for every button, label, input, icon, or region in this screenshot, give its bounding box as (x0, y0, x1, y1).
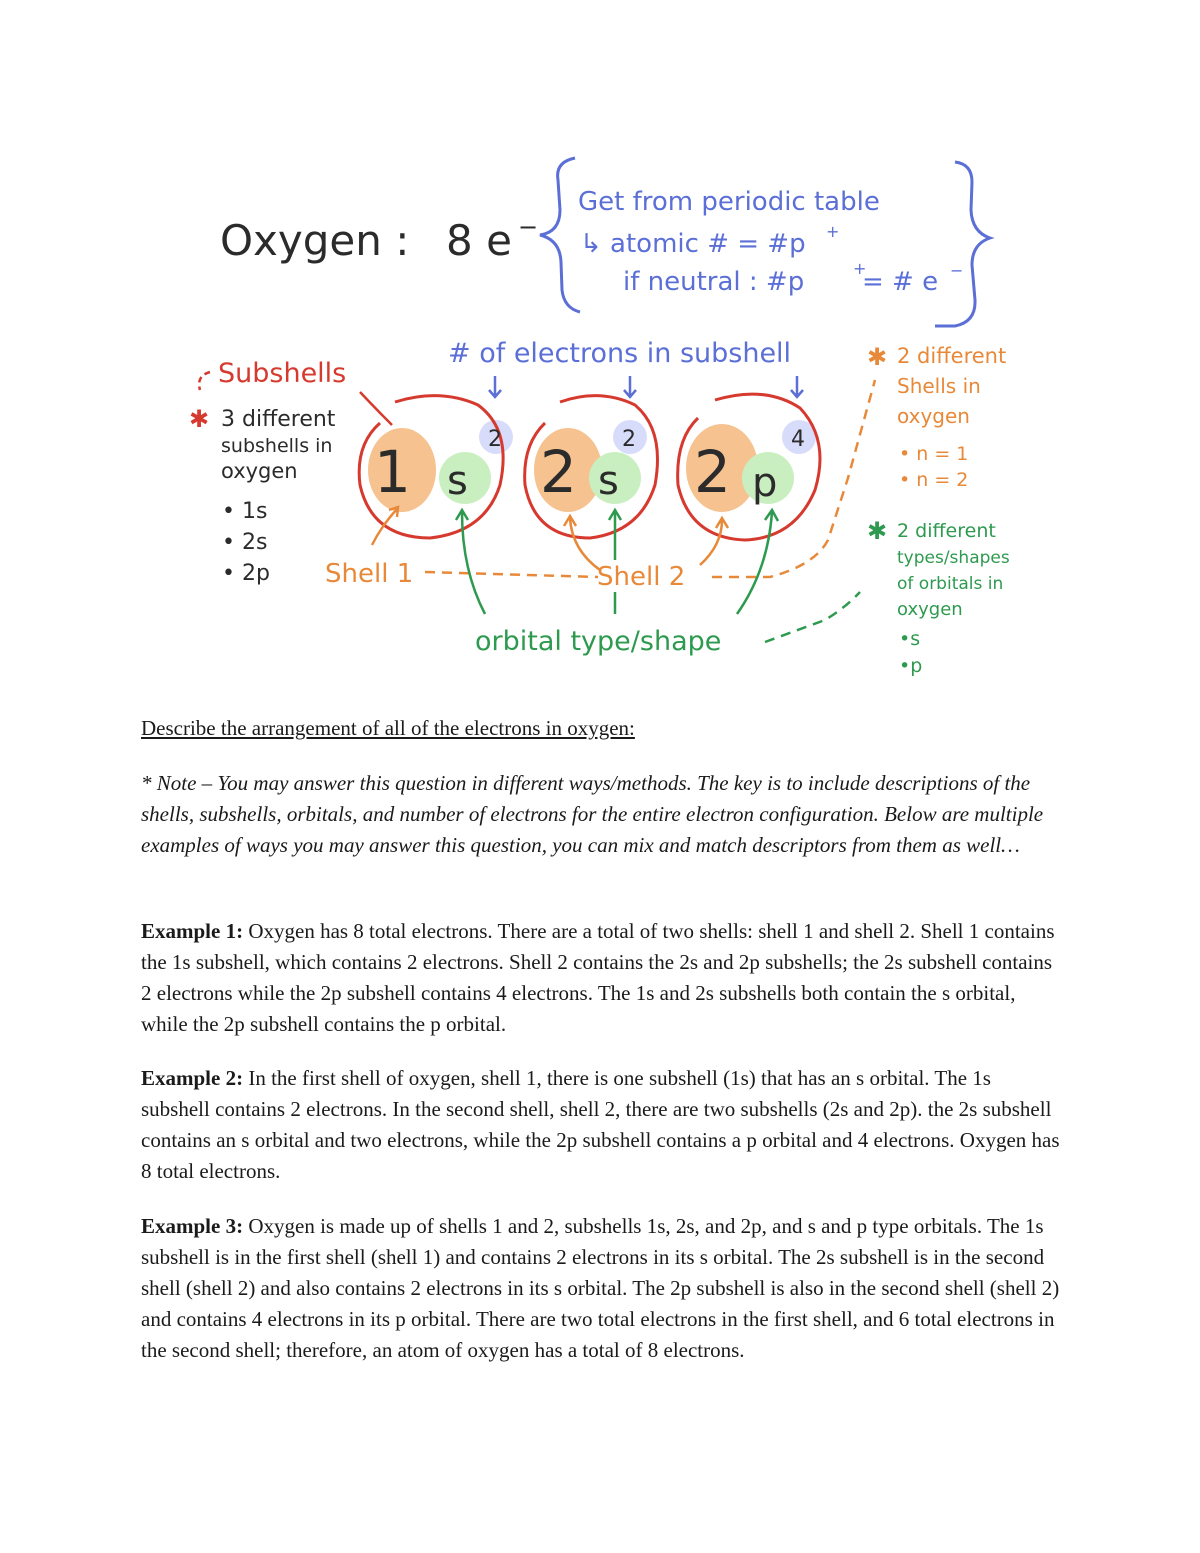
subshells-note-line1: 3 different (221, 407, 336, 432)
right-brace (935, 162, 990, 326)
example-1-paragraph (141, 916, 1061, 1040)
orbital-type-label: orbital type/shape (475, 626, 722, 657)
brace-line-1: Get from periodic table (578, 187, 880, 217)
brace-line-3-sup: + (853, 259, 867, 278)
term-3-electrons: 4 (791, 427, 805, 452)
orbitals-item-p: •p (899, 655, 923, 677)
subshells-pointer (360, 392, 392, 425)
brace-line-3-rest: = # e (862, 267, 939, 297)
shells-note-line3: oxygen (897, 404, 970, 428)
brace-line-3: if neutral : #p (623, 267, 805, 297)
orbitals-note-line2: types/shapes (897, 548, 1010, 568)
orbital-dash (765, 592, 860, 642)
arrow-to-electrons-3 (791, 376, 803, 397)
term-2-electrons: 2 (622, 427, 636, 452)
term-1s (359, 396, 513, 538)
subshells-item-1s: • 1s (222, 499, 268, 524)
arrow-to-electrons-1 (489, 376, 501, 397)
element-label: Oxygen : (220, 216, 410, 265)
term-1-shell: 1 (374, 438, 411, 506)
term-2-orbital: s (598, 458, 619, 504)
electron-count: 8 e (446, 216, 512, 265)
term-3-orbital: p (752, 460, 778, 506)
example-2-label: Example 2: (141, 1066, 244, 1090)
subshells-star: ✱ (189, 405, 210, 433)
shells-item-n2: • n = 2 (899, 469, 969, 491)
question-heading: Describe the arrangement of all of the electrons in oxygen: (141, 716, 635, 740)
subshells-note-line3: oxygen (221, 459, 298, 483)
left-brace (540, 158, 580, 312)
oxygen-configuration-diagram (0, 140, 1200, 700)
arrow-shell-2a (564, 516, 600, 570)
orbitals-note-line3: of orbitals in (897, 574, 1004, 594)
arrow-shell-2b (700, 518, 728, 565)
arrow-orbital-3 (737, 510, 778, 614)
term-2s (525, 396, 658, 538)
example-3-text: Oxygen is made up of shells 1 and 2, subshells 1s, 2s, and 2p, and s and p type orbitals. The 1s subshell is in the first shell (shell 1) and contains 2 electrons in its s orbital. The 2s subshell is in the second shell (shell 2) and also contains 2 electrons in its s orbital. The 2p subshell is also in the second shell (shell 2) and contains 4 electrons in its p orbital. There are two total electrons in the first shell, and 6 total electrons in the second shell; therefore, an atom of oxygen has a total of 8 electrons. (141, 1214, 1060, 1362)
term-1-electrons: 2 (488, 427, 502, 452)
shells-item-n1: • n = 1 (899, 443, 969, 465)
electrons-in-subshell-label: # of electrons in subshell (448, 338, 792, 369)
shells-note-line1: 2 different (897, 344, 1007, 368)
shell-2-label: Shell 2 (597, 562, 686, 592)
brace-line-2: ↳ atomic # = #p (580, 229, 806, 259)
example-2-paragraph (141, 1063, 1061, 1187)
term-2-shell: 2 (540, 438, 577, 506)
diagram-svg (0, 140, 1200, 700)
subshells-item-2s: • 2s (222, 530, 268, 555)
term-2p (678, 394, 820, 540)
example-1-label: Example 1: (141, 919, 244, 943)
example-3-paragraph (141, 1211, 1061, 1366)
term-1-orbital: s (447, 458, 468, 504)
example-2-text: In the first shell of oxygen, shell 1, there is one subshell (1s) that has an s orbital. The 1s subshell contains 2 electrons. In the second shell, shell 2, there are two subshells (2s and 2p). the 2s subshell contains an s orbital and two electrons, while the 2p subshell contains a p orbital and 4 electrons. Oxygen has 8 total electrons. (141, 1066, 1060, 1183)
electron-count-sup: − (518, 213, 539, 241)
example-3-label: Example 3: (141, 1214, 244, 1238)
orbitals-note-line1: 2 different (897, 520, 996, 542)
shell-1-label: Shell 1 (325, 559, 414, 589)
brace-line-3-sup2: − (950, 261, 964, 280)
orbitals-note-line4: oxygen (897, 599, 963, 620)
term-3-shell: 2 (694, 438, 731, 506)
note-paragraph: * Note – You may answer this question in different ways/methods. The key is to include descriptions of the shells, subshells, orbitals, and number of electrons for the entire electron configuration. Below are multiple examples of ways you may answer this question, you can mix and match descriptors from them as well… (141, 771, 1044, 857)
orbitals-star: ✱ (867, 517, 888, 545)
subshells-heading: Subshells (218, 358, 347, 389)
shell-dash-1 (425, 572, 598, 577)
shells-star: ✱ (867, 343, 888, 371)
arrow-to-electrons-2 (624, 376, 636, 397)
subshells-dash (199, 372, 210, 390)
subshells-item-2p: • 2p (222, 561, 270, 586)
brace-line-2-sup: + (826, 222, 840, 241)
example-1-text: Oxygen has 8 total electrons. There are a total of two shells: shell 1 and shell 2. Shell 1 contains the 1s subshell, which contains 2 electrons. Shell 2 contains the 2s and 2p subshells; the 2s subshell contains 2 electrons while the 2p subshell contains 4 electrons. The 1s and 2s subshells both contain the s orbital, while the 2p subshell contains the p orbital. (141, 919, 1055, 1036)
subshells-note-line2: subshells in (221, 435, 333, 457)
shells-note-line2: Shells in (897, 374, 981, 398)
orbitals-item-s: •s (899, 628, 921, 650)
